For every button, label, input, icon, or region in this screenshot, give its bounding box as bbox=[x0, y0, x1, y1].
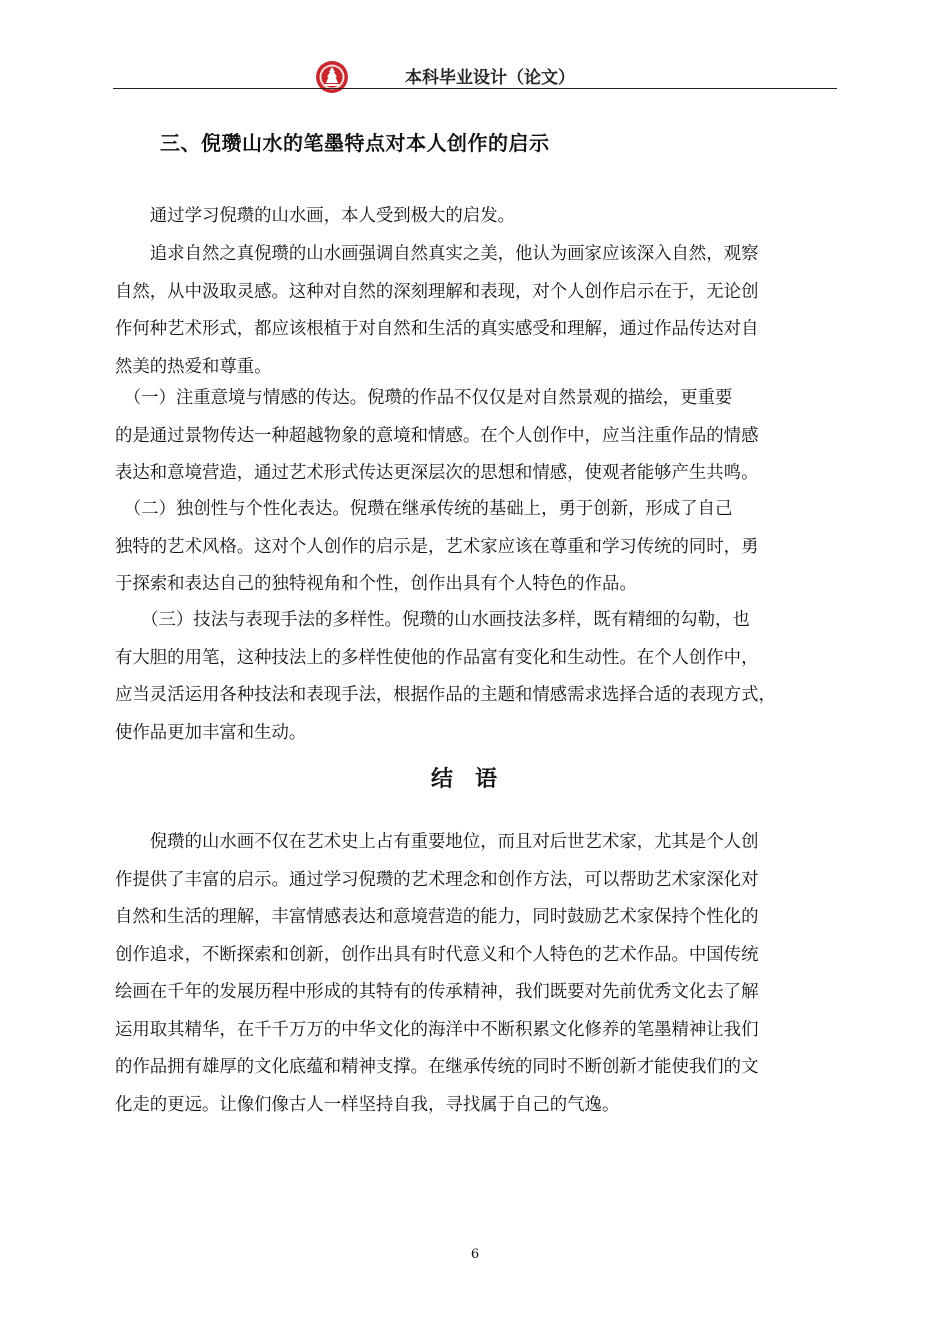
text-line: 自然，从中汲取灵感。这种对自然的深刻理解和表现，对个人创作启示在于，无论创 bbox=[115, 281, 759, 302]
text-line: 使作品更加丰富和生动。 bbox=[115, 722, 307, 743]
text-line: 表达和意境营造，通过艺术形式传达更深层次的思想和情感，使观者能够产生共鸣。 bbox=[115, 463, 759, 483]
text-line: 作何种艺术形式，都应该根植于对自然和生活的真实感受和理解，通过作品传达对自 bbox=[115, 319, 759, 339]
text-line: 化走的更远。让像们像古人一样坚持自我，寻找属于自己的气逸。 bbox=[115, 1094, 620, 1115]
text-line: 的是通过景物传达一种超越物象的意境和情感。在个人创作中，应当注重作品的情感 bbox=[115, 425, 759, 446]
paragraph-nature bbox=[115, 236, 850, 386]
paragraph-point-2 bbox=[115, 491, 850, 604]
conclusion-heading: 结语 bbox=[430, 767, 519, 792]
text-line: （二）独创性与个性化表达。倪瓒在继承传统的基础上，勇于创新，形成了自己 bbox=[115, 499, 733, 519]
text-line: 于探索和表达自己的独特视角和个性，创作出具有个人特色的作品。 bbox=[115, 574, 637, 594]
paragraph-point-1 bbox=[115, 380, 850, 493]
conclusion-body bbox=[115, 824, 850, 1124]
text-line: 然美的热爱和尊重。 bbox=[115, 356, 272, 377]
text-line: 倪瓒的山水画不仅在艺术史上占有重要地位，而且对后世艺术家，尤其是个人创 bbox=[115, 832, 759, 852]
text-line: （一）注重意境与情感的传达。倪瓒的作品不仅仅是对自然景观的描绘，更重要 bbox=[115, 388, 733, 408]
text-line: 绘画在千年的发展历程中形成的其特有的传承精神，我们既要对先前优秀文化去了解 bbox=[115, 982, 759, 1002]
text-line: 独特的艺术风格。这对个人创作的启示是，艺术家应该在尊重和学习传统的同时，勇 bbox=[115, 536, 759, 557]
text-line: （三）技法与表现手法的多样性。倪瓒的山水画技法多样，既有精细的勾勒，也 bbox=[115, 610, 750, 630]
section-heading: 三、倪瓒山水的笔墨特点对本人创作的启示 bbox=[160, 131, 550, 155]
page-number: 6 bbox=[470, 1247, 480, 1262]
header-divider bbox=[113, 88, 837, 89]
text-line: 通过学习倪瓒的山水画，本人受到极大的启发。 bbox=[115, 206, 515, 226]
text-line: 创作追求，不断探索和创新，创作出具有时代意义和个人特色的艺术作品。中国传统 bbox=[115, 944, 759, 965]
header-title: 本科毕业设计（论文） bbox=[405, 68, 575, 88]
text-line: 追求自然之真倪瓒的山水画强调自然真实之美，他认为画家应该深入自然，观察 bbox=[115, 244, 759, 264]
page-header bbox=[0, 0, 950, 92]
text-line: 应当灵活运用各种技法和表现手法，根据作品的主题和情感需求选择合适的表现方式， bbox=[115, 685, 776, 705]
text-line: 有大胆的用笔，这种技法上的多样性使他的作品富有变化和生动性。在个人创作中， bbox=[115, 647, 759, 668]
text-line: 自然和生活的理解，丰富情感表达和意境营造的能力，同时鼓励艺术家保持个性化的 bbox=[115, 907, 759, 927]
text-line: 的作品拥有雄厚的文化底蕴和精神支撑。在继承传统的同时不断创新才能使我们的文 bbox=[115, 1057, 759, 1077]
paragraph-point-3 bbox=[115, 602, 850, 752]
text-line: 作提供了丰富的启示。通过学习倪瓒的艺术理念和创作方法，可以帮助艺术家深化对 bbox=[115, 869, 759, 890]
text-line: 运用取其精华，在千千万万的中华文化的海洋中不断积累文化修养的笔墨精神让我们 bbox=[115, 1019, 759, 1040]
paragraph-intro bbox=[115, 198, 850, 236]
